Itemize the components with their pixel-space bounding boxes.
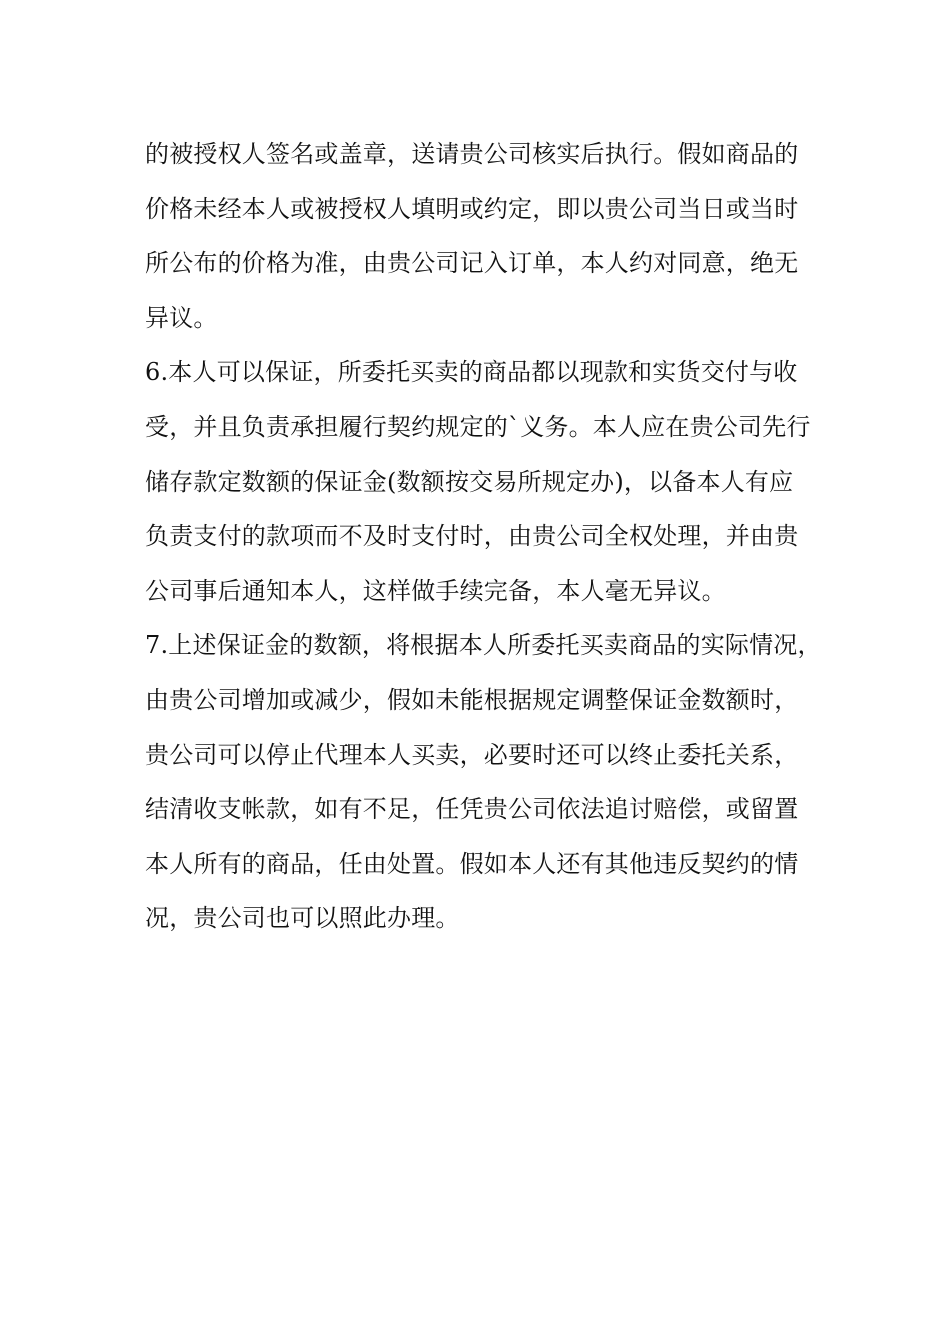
text-line-14: 本人所有的商品，任由处置。假如本人还有其他违反契约的情	[145, 849, 799, 878]
text-line-8: 负责支付的款项而不及时支付时，由贵公司全权处理，并由贵	[145, 522, 799, 551]
text-line-7: 储存款定数额的保证金(数额按交易所规定办)，以备本人有应	[145, 467, 794, 496]
text-line-2: 价格未经本人或被授权人填明或约定，即以贵公司当日或当时	[145, 194, 799, 223]
text-line-1: 的被授权人签名或盖章，送请贵公司核实后执行。假如商品的	[145, 140, 799, 168]
text-line-3: 所公布的价格为准，由贵公司记入订单，本人约对同意，绝无	[145, 249, 799, 278]
text-line-13: 结清收支帐款，如有不足，任凭贵公司依法追讨赔偿，或留置	[145, 795, 799, 824]
text-line-4: 异议。	[145, 303, 218, 332]
text-line-12: 贵公司可以停止代理本人买卖，必要时还可以终止委托关系，	[145, 740, 799, 769]
text-line-15: 况，贵公司也可以照此办理。	[145, 904, 460, 933]
text-line-6: 受，并且负责承担履行契约规定的`义务。本人应在贵公司先行	[145, 412, 811, 441]
body-text	[145, 127, 835, 946]
text-line-11: 由贵公司增加或减少，假如未能根据规定调整保证金数额时，	[145, 685, 799, 714]
text-line-5: 6.本人可以保证，所委托买卖的商品都以现款和实货交付与收	[145, 358, 798, 387]
text-line-9: 公司事后通知本人，这样做手续完备，本人毫无异议。	[145, 576, 726, 605]
text-line-10: 7.上述保证金的数额，将根据本人所委托买卖商品的实际情况，	[145, 631, 822, 660]
